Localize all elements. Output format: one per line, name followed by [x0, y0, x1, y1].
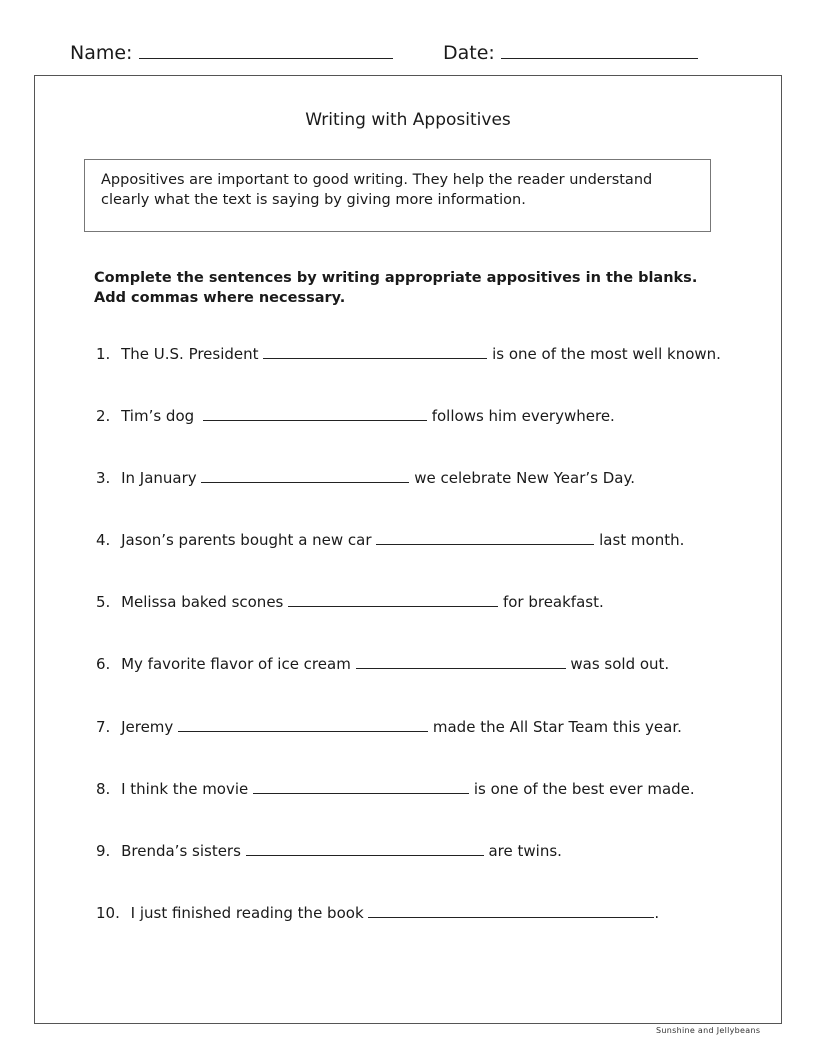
answer-blank[interactable] [178, 717, 428, 732]
answer-blank[interactable] [368, 903, 654, 918]
question-text-after: . [654, 904, 660, 922]
question-number: 7. [96, 718, 111, 736]
answer-blank[interactable] [203, 406, 427, 421]
question-text-before: My favorite flavor of ice cream [121, 655, 351, 673]
question-number: 6. [96, 655, 111, 673]
question-number: 4. [96, 531, 111, 549]
answer-blank[interactable] [246, 841, 484, 856]
question-text-before: The U.S. President [121, 345, 259, 363]
question-10 [96, 903, 659, 923]
question-number: 2. [96, 407, 111, 425]
date-blank[interactable] [501, 40, 698, 59]
instructions: Complete the sentences by writing appropriate appositives in the blanks. Add commas where necessary. [94, 270, 698, 306]
question-1 [96, 344, 721, 364]
name-blank[interactable] [139, 40, 393, 59]
answer-blank[interactable] [201, 468, 409, 483]
question-2 [96, 406, 615, 426]
question-6 [96, 654, 669, 674]
question-text-before: I just finished reading the book [130, 904, 364, 922]
answer-blank[interactable] [263, 344, 487, 359]
question-text-after: last month. [599, 531, 685, 549]
question-text-before: In January [121, 469, 197, 487]
question-number: 5. [96, 593, 111, 611]
question-text-after: we celebrate New Year’s Day. [414, 469, 635, 487]
footer-credit: Sunshine and Jellybeans [656, 1026, 761, 1035]
question-4 [96, 530, 684, 550]
question-text-before: Tim’s dog [121, 407, 195, 425]
answer-blank[interactable] [356, 654, 566, 669]
answer-blank[interactable] [253, 779, 469, 794]
question-number: 3. [96, 469, 111, 487]
question-text-after: are twins. [488, 842, 562, 860]
question-text-before: I think the movie [121, 780, 249, 798]
answer-blank[interactable] [376, 530, 594, 545]
question-number: 10. [96, 904, 120, 922]
question-3 [96, 468, 635, 488]
question-text-after: is one of the most well known. [492, 345, 721, 363]
question-text-after: for breakfast. [502, 593, 604, 611]
name-label: Name: [70, 42, 133, 64]
date-label: Date: [443, 42, 495, 64]
question-text-before: Jason’s parents bought a new car [121, 531, 372, 549]
question-text-before: Brenda’s sisters [121, 842, 241, 860]
worksheet-title: Writing with Appositives [305, 110, 511, 130]
answer-blank[interactable] [288, 592, 498, 607]
question-text-after: was sold out. [570, 655, 670, 673]
question-number: 9. [96, 842, 111, 860]
date-field [443, 40, 698, 65]
question-number: 8. [96, 780, 111, 798]
intro-text: Appositives are important to good writing. They help the reader understand clearly what the text is saying by giving more information. [101, 172, 653, 208]
intro-box [84, 159, 711, 232]
question-8 [96, 779, 695, 799]
question-number: 1. [96, 345, 111, 363]
question-text-before: Melissa baked scones [121, 593, 284, 611]
question-5 [96, 592, 604, 612]
question-7 [96, 717, 682, 737]
question-9 [96, 841, 562, 861]
question-text-after: follows him everywhere. [431, 407, 615, 425]
name-field [70, 40, 393, 65]
question-text-before: Jeremy [121, 718, 174, 736]
question-text-after: is one of the best ever made. [473, 780, 695, 798]
question-text-after: made the All Star Team this year. [432, 718, 682, 736]
